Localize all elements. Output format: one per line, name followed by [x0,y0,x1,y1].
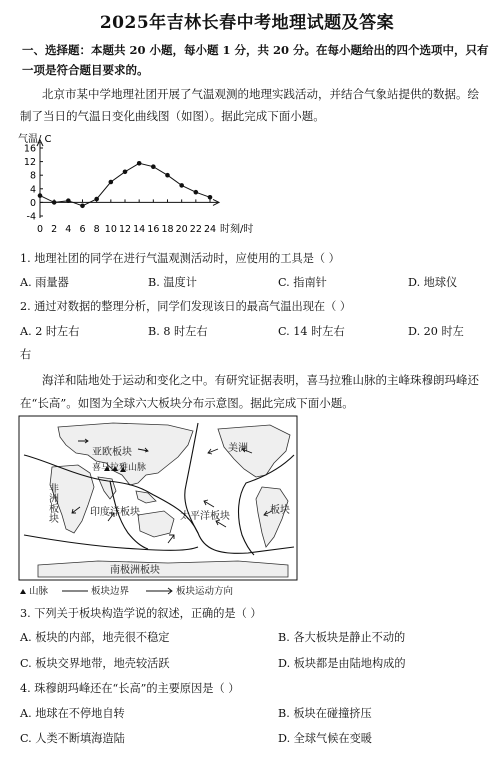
chart-point [194,190,199,195]
label-antarctic-plate: 南极洲板块 [110,565,160,576]
chart-point [38,193,43,198]
section-heading: 一、选择题：本题共 20 小题，每小题 1 分，共 20 分。在每小题给出的四个选项中，只有 [22,43,489,57]
chart-x-tick-label: 18 [161,224,174,235]
question-1-stem: 1. 地理社团的同学在进行气温观测活动时，应使用的工具是（ ） [20,252,340,265]
chart-point [179,183,184,188]
chart-point [66,198,71,203]
chart-point [208,195,213,200]
passage-1-line-1: 北京市某中学地理社团开展了气温观测的地理实践活动，并结合气象站提供的数据。绘 [42,87,479,101]
chart-ylabel: 气温/ C [18,134,52,145]
chart-y-tick-label: 0 [29,197,36,209]
question-3-option-b[interactable]: B. 各大板块是静止不动的 [278,631,406,644]
passage-1-line-2: 制了当日的气温日变化曲线图（如图）。据此完成下面小题。 [20,109,325,123]
chart-point [151,164,156,169]
question-1-option-b[interactable]: B. 温度计 [148,276,197,289]
question-4-option-a[interactable]: A. 地球在不停地自转 [20,707,125,720]
question-1-option-a[interactable]: A. 雨量器 [20,276,69,289]
chart-x-tick-label: 6 [79,224,86,235]
question-2-option-d[interactable]: D. 20 时左 [408,325,464,338]
question-2-option-d-wrap: 右 [20,348,32,361]
chart-point [137,161,142,166]
chart-y-tick-label: 12 [23,157,36,169]
question-4-stem: 4. 珠穆朗玛峰还在“长高”的主要原因是（ ） [20,682,240,695]
temperature-chart [14,130,284,242]
question-4-option-d[interactable]: D. 全球气候在变暖 [278,732,372,745]
chart-point [165,173,170,178]
chart-x-tick-label: 8 [93,224,100,235]
chart-y-tick-label: 16 [23,143,36,155]
question-3-option-c[interactable]: C. 板块交界地带，地壳较活跃 [20,657,170,670]
chart-point [80,204,85,209]
question-4-option-c[interactable]: C. 人类不断填海造陆 [20,732,125,745]
label-himalaya: 喜马拉雅山脉 [92,463,147,473]
chart-x-tick-label: 4 [65,224,72,235]
question-3-stem: 3. 下列关于板块构造学说的叙述，正确的是（ ） [20,607,262,620]
question-2-option-a[interactable]: A. 2 时左右 [20,325,80,338]
chart-y-tick-label: 8 [29,170,36,182]
chart-x-tick-label: 0 [36,224,44,235]
label-eurasia-plate: 亚欧板块 [92,447,132,458]
question-1-option-c[interactable]: C. 指南针 [278,276,327,289]
chart-x-tick-label: 12 [118,224,132,235]
question-1-option-d[interactable]: D. 地球仪 [408,276,458,289]
legend-boundary: 板块边界 [91,586,130,597]
chart-ticks [24,144,216,236]
chart-xlabel: 时刻/时 [220,224,254,235]
label-america-plate: 板块 [270,505,290,516]
page-title: 2025年吉林长春中考地理试题及答案 [99,13,395,33]
question-4-option-b[interactable]: B. 板块在碰撞挤压 [278,707,372,720]
passage-2-line-2: 在“长高”。如图为全球六大板块分布示意图。据此完成下面小题。 [20,396,354,410]
chart-point [109,180,114,185]
chart-axes [37,140,219,218]
passage-2-line-1: 海洋和陆地处于运动和变化之中。有研究证据表明，喜马拉雅山脉的主峰珠穆朗玛峰还 [42,373,479,387]
question-2-option-b[interactable]: B. 8 时左右 [148,325,208,338]
label-africa-plate: 非洲板块 [46,483,58,523]
question-3-option-d[interactable]: D. 板块都是由陆地构成的 [278,657,406,670]
chart-point [52,200,57,205]
chart-point [123,170,128,175]
section-heading-cont: 一项是符合题目要求的。 [22,63,149,77]
legend-mountain: 山脉 [29,586,49,597]
chart-x-tick-label: 2 [51,224,58,235]
chart-x-tick-label: 16 [147,224,160,235]
chart-y-tick-label: 4 [29,184,36,196]
question-2-stem: 2. 通过对数据的整理分析，同学们发现该日的最高气温出现在（ ） [20,300,352,313]
legend-motion: 板块运动方向 [176,586,234,597]
chart-x-tick-label: 14 [133,224,146,235]
label-indian-plate: 印度洋板块 [90,507,140,518]
chart-x-tick-label: 22 [189,224,202,235]
chart-x-tick-label: 10 [104,224,117,235]
label-pacific-plate: 太平洋板块 [180,511,230,522]
chart-point [94,197,99,202]
chart-y-tick-label: -4 [26,211,36,223]
label-america: 美洲 [228,443,248,454]
chart-x-tick-label: 24 [203,224,217,235]
map-legend [20,585,233,597]
plate-map [18,415,300,597]
question-3-option-a[interactable]: A. 板块的内部，地壳很不稳定 [20,631,170,644]
question-2-option-c[interactable]: C. 14 时左右 [278,325,345,338]
chart-x-tick-label: 20 [175,224,188,235]
